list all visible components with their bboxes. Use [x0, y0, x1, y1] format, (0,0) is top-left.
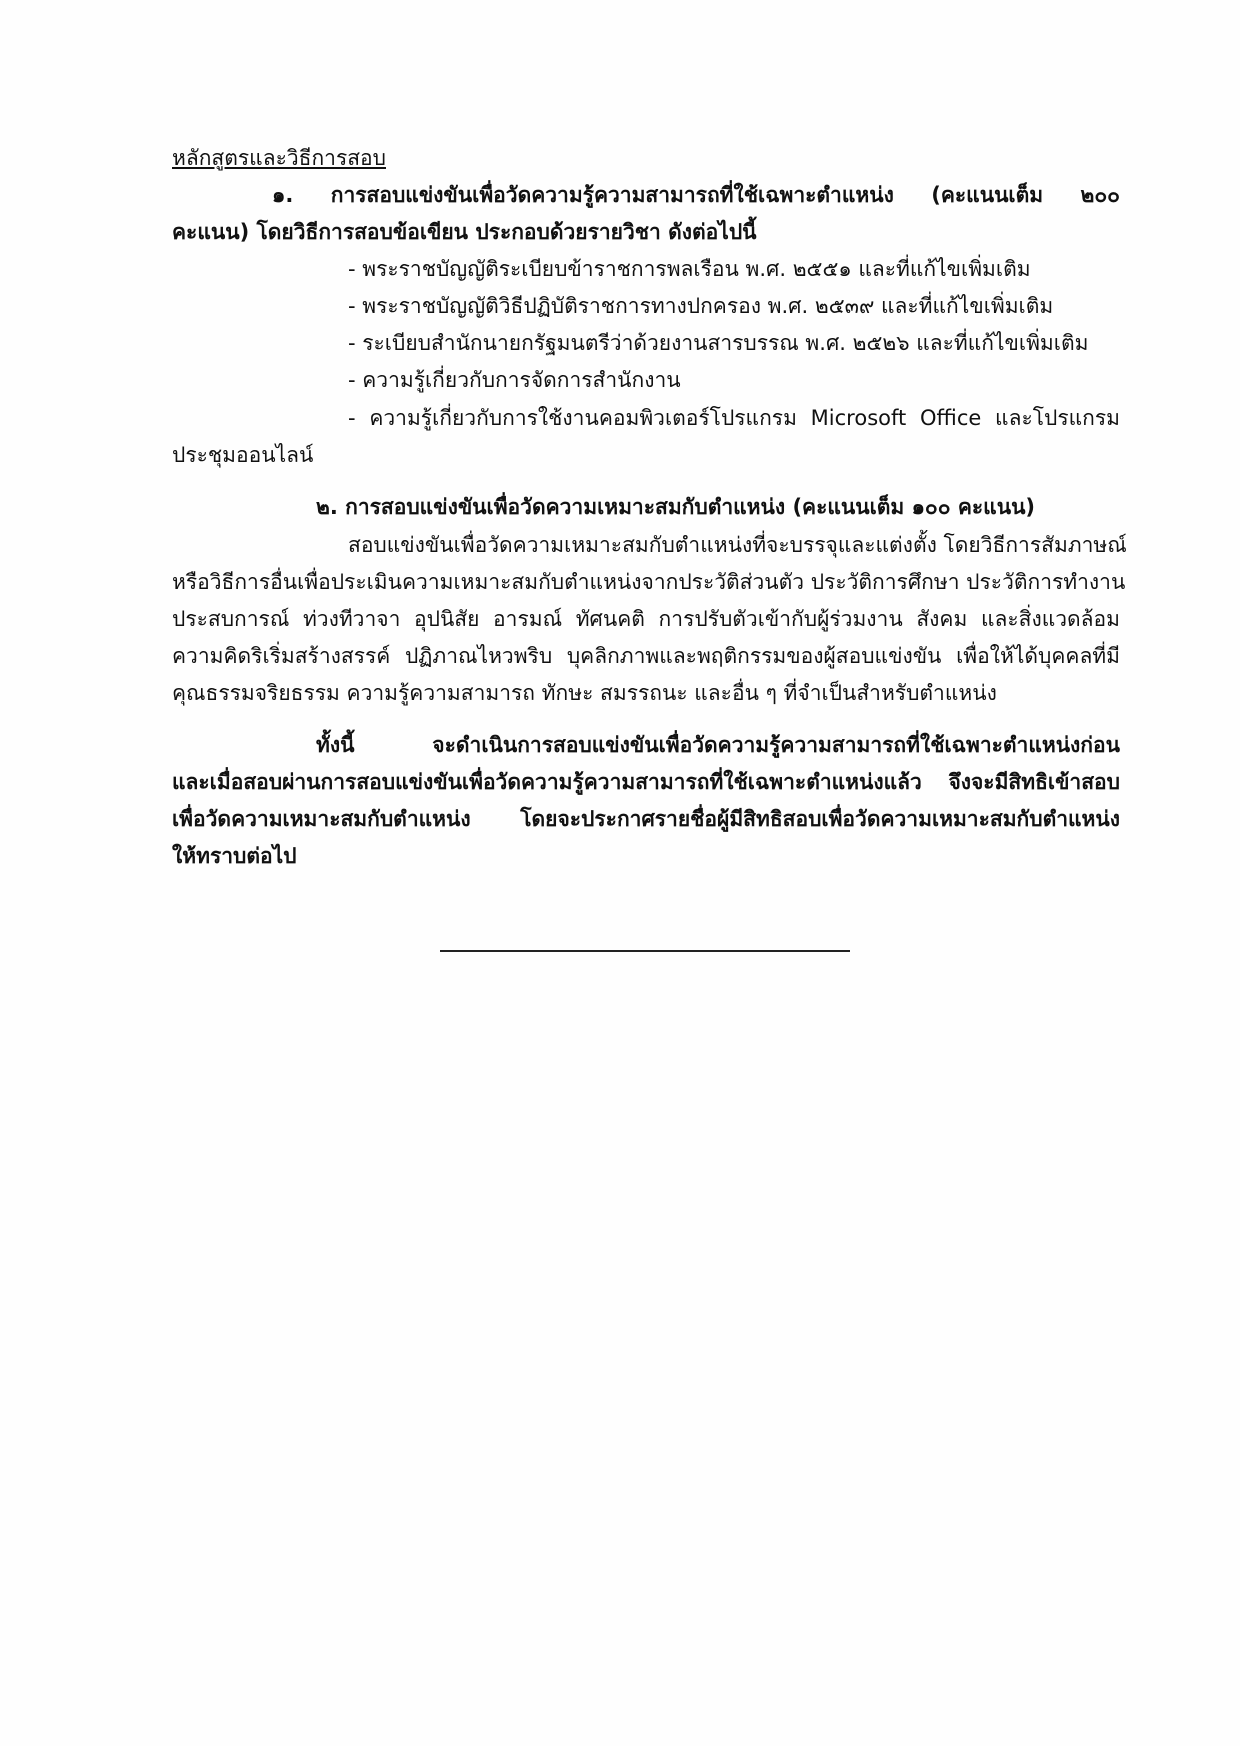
section1-item-1: - พระราชบัญญัติระเบียบข้าราชการพลเรือน พ.ศ. ๒๕๕๑ และที่แก้ไขเพิ่มเติม: [348, 257, 1031, 281]
section1-title-line1: ๑. การสอบแข่งขันเพื่อวัดความรู้ความสามารถที่ใช้เฉพาะตำแหน่ง (คะแนนเต็ม ๒๐๐: [272, 183, 1120, 207]
section1-item-4: - ความรู้เกี่ยวกับการจัดการสำนักงาน: [348, 368, 681, 392]
section1-title-line2: คะแนน) โดยวิธีการสอบข้อเขียน ประกอบด้วยรายวิชา ดังต่อไปนี้: [172, 220, 757, 244]
section2-paragraph-line1: สอบแข่งขันเพื่อวัดความเหมาะสมกับตำแหน่งที่จะบรรจุและแต่งตั้ง โดยวิธีการสัมภาษณ์: [348, 533, 1127, 557]
conclusion-line3: เพื่อวัดความเหมาะสมกับตำแหน่ง โดยจะประกาศรายชื่อผู้มีสิทธิสอบเพื่อวัดความเหมาะสมกับตำแหน่ง: [172, 807, 1120, 831]
end-divider: [440, 950, 850, 952]
section2-paragraph-line2: หรือวิธีการอื่นเพื่อประเมินความเหมาะสมกับตำแหน่งจากประวัติส่วนตัว ประวัติการศึกษา ประวัติการทำงาน: [172, 570, 1126, 594]
conclusion-line4: ให้ทราบต่อไป: [172, 844, 297, 868]
conclusion-line1: ทั้งนี้ จะดำเนินการสอบแข่งขันเพื่อวัดความรู้ความสามารถที่ใช้เฉพาะตำแหน่งก่อน: [316, 733, 1120, 757]
section2-paragraph-line4: ความคิดริเริ่มสร้างสรรค์ ปฏิภาณไหวพริบ บุคลิกภาพและพฤติกรรมของผู้สอบแข่งขัน เพื่อให้ได้บุคคลที่มี: [172, 644, 1120, 668]
section-heading: หลักสูตรและวิธีการสอบ: [172, 146, 386, 170]
section2-title: ๒. การสอบแข่งขันเพื่อวัดความเหมาะสมกับตำแหน่ง (คะแนนเต็ม ๑๐๐ คะแนน): [316, 495, 1036, 519]
section2-paragraph-line3: ประสบการณ์ ท่วงทีวาจา อุปนิสัย อารมณ์ ทัศนคติ การปรับตัวเข้ากับผู้ร่วมงาน สังคม และสิ่งแวดล้อม: [172, 607, 1120, 631]
section1-item-3: - ระเบียบสำนักนายกรัฐมนตรีว่าด้วยงานสารบรรณ พ.ศ. ๒๕๒๖ และที่แก้ไขเพิ่มเติม: [348, 331, 1089, 355]
section2-paragraph-line5: คุณธรรมจริยธรรม ความรู้ความสามารถ ทักษะ สมรรถนะ และอื่น ๆ ที่จำเป็นสำหรับตำแหน่ง: [172, 681, 997, 705]
conclusion-line2: และเมื่อสอบผ่านการสอบแข่งขันเพื่อวัดความรู้ความสามารถที่ใช้เฉพาะตำแหน่งแล้ว จึงจะมีสิทธิเข้าสอบ: [172, 770, 1120, 794]
section1-item-5-continuation: ประชุมออนไลน์: [172, 443, 314, 467]
section1-item-5: - ความรู้เกี่ยวกับการใช้งานคอมพิวเตอร์โปรแกรม Microsoft Office และโปรแกรม: [348, 406, 1120, 430]
section1-item-2: - พระราชบัญญัติวิธีปฏิบัติราชการทางปกครอง พ.ศ. ๒๕๓๙ และที่แก้ไขเพิ่มเติม: [348, 294, 1054, 318]
